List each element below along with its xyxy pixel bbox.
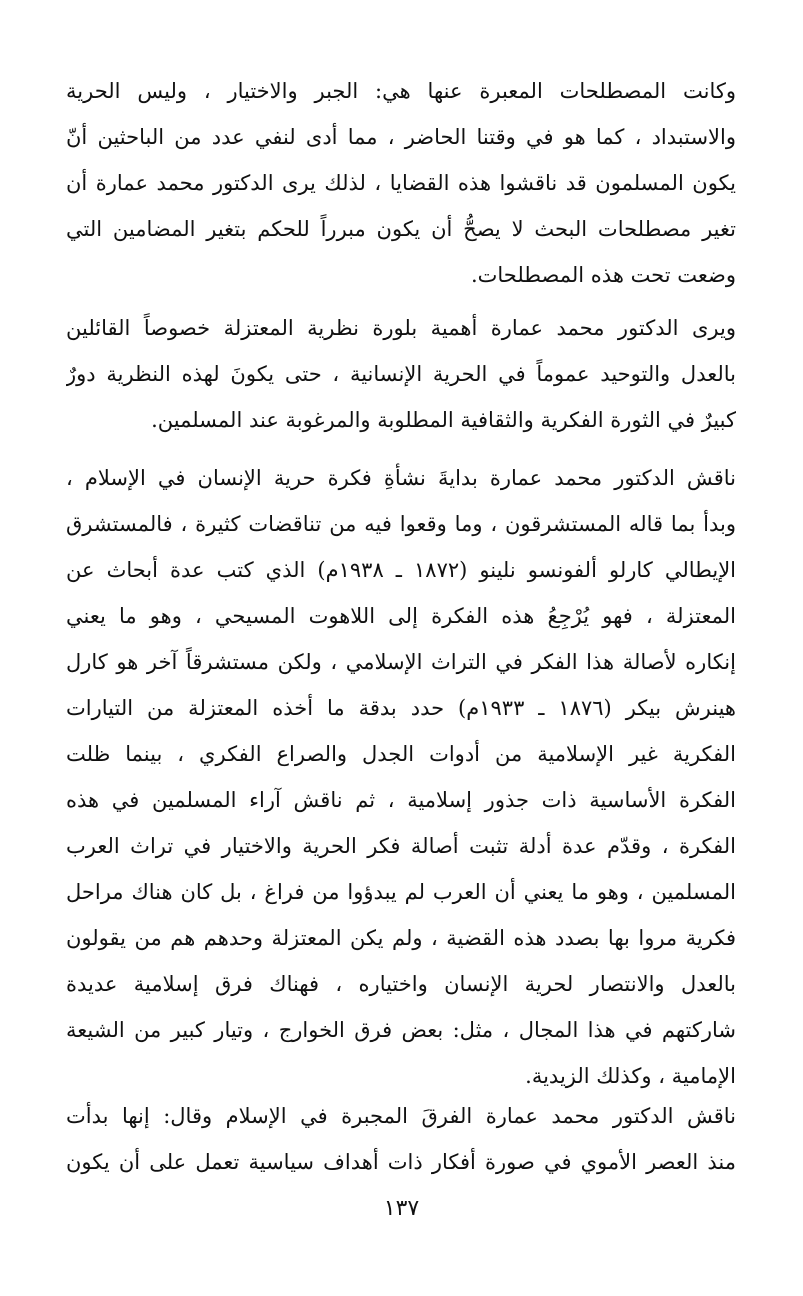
text-line: تغير مصطلحات البحث لا يصحُّ أن يكون مبرراً للحكم بتغير المضامين التي	[66, 217, 736, 241]
text-line: ويرى الدكتور محمد عمارة أهمية بلورة نظرية المعتزلة خصوصاً القائلين	[66, 316, 736, 340]
text-line: الفكرية غير الإسلامية من أدوات الجدل والصراع الفكري ، بينما ظلت	[66, 742, 736, 766]
text-line: بالعدل والانتصار لحرية الإنسان واختياره ، فهناك فرق إسلامية عديدة	[66, 972, 736, 996]
text-line: بالعدل والتوحيد عموماً في الحرية الإنسانية ، حتى يكونَ لهذه النظرية دورٌ	[66, 362, 736, 386]
text-line: إنكاره لأصالة هذا الفكر في التراث الإسلامي ، ولكن مستشرقاً آخر هو كارل	[66, 650, 736, 674]
text-line: المعتزلة ، فهو يُرْجِعُ هذه الفكرة إلى اللاهوت المسيحي ، وهو ما يعني	[66, 604, 736, 628]
text-line: ناقش الدكتور محمد عمارة بدايةَ نشأةِ فكرة حرية الإنسان في الإسلام ،	[66, 466, 736, 490]
text-line: يكون المسلمون قد ناقشوا هذه القضايا ، لذلك يرى الدكتور محمد عمارة أن	[66, 171, 736, 195]
page-number: ١٣٧	[383, 1196, 420, 1221]
paragraph-4	[66, 1093, 736, 1185]
text-line: ناقش الدكتور محمد عمارة الفرقَ المجبرة في الإسلام وقال: إنها بدأت	[66, 1104, 736, 1128]
paragraph-2	[66, 305, 736, 443]
text-line: وضعت تحت هذه المصطلحات.	[470, 263, 736, 287]
text-line: الفكرة ، وقدّم عدة أدلة تثبت أصالة فكر الحرية والاختيار في تراث العرب	[66, 834, 736, 858]
text-line: الإمامية ، وكذلك الزيدية.	[525, 1064, 736, 1088]
text-line: منذ العصر الأموي في صورة أفكار ذات أهداف سياسية تعمل على أن يكون	[66, 1150, 736, 1174]
text-line: شاركتهم في هذا المجال ، مثل: بعض فرق الخوارج ، وتيار كبير من الشيعة	[66, 1018, 736, 1042]
paragraph-3	[66, 455, 736, 1099]
paragraph-1	[66, 68, 736, 298]
text-line: المسلمين ، وهو ما يعني أن العرب لم يبدؤوا من فراغ ، بل كان هناك مراحل	[66, 880, 736, 904]
text-line: كبيرٌ في الثورة الفكرية والثقافية المطلوبة والمرغوبة عند المسلمين.	[151, 408, 736, 432]
text-line: وبدأ بما قاله المستشرقون ، وما وقعوا فيه من تناقضات كثيرة ، فالمستشرق	[66, 512, 736, 536]
text-line: والاستبداد ، كما هو في وقتنا الحاضر ، مما أدى لنفي عدد من الباحثين أنّ	[66, 125, 736, 149]
text-line: الإيطالي كارلو ألفونسو نلينو (١٨٧٢ ـ ١٩٣٨م) الذي كتب عدة أبحاث عن	[66, 558, 736, 582]
text-line: فكرية مروا بها بصدد هذه القضية ، ولم يكن المعتزلة وحدهم هم من يقولون	[66, 926, 736, 950]
text-line: الفكرة الأساسية ذات جذور إسلامية ، ثم ناقش آراء المسلمين في هذه	[66, 788, 736, 812]
text-line: وكانت المصطلحات المعبرة عنها هي: الجبر والاختيار ، وليس الحرية	[66, 79, 736, 103]
text-line: هينرش بيكر (١٨٧٦ ـ ١٩٣٣م) حدد بدقة ما أخذه المعتزلة من التيارات	[66, 696, 736, 720]
